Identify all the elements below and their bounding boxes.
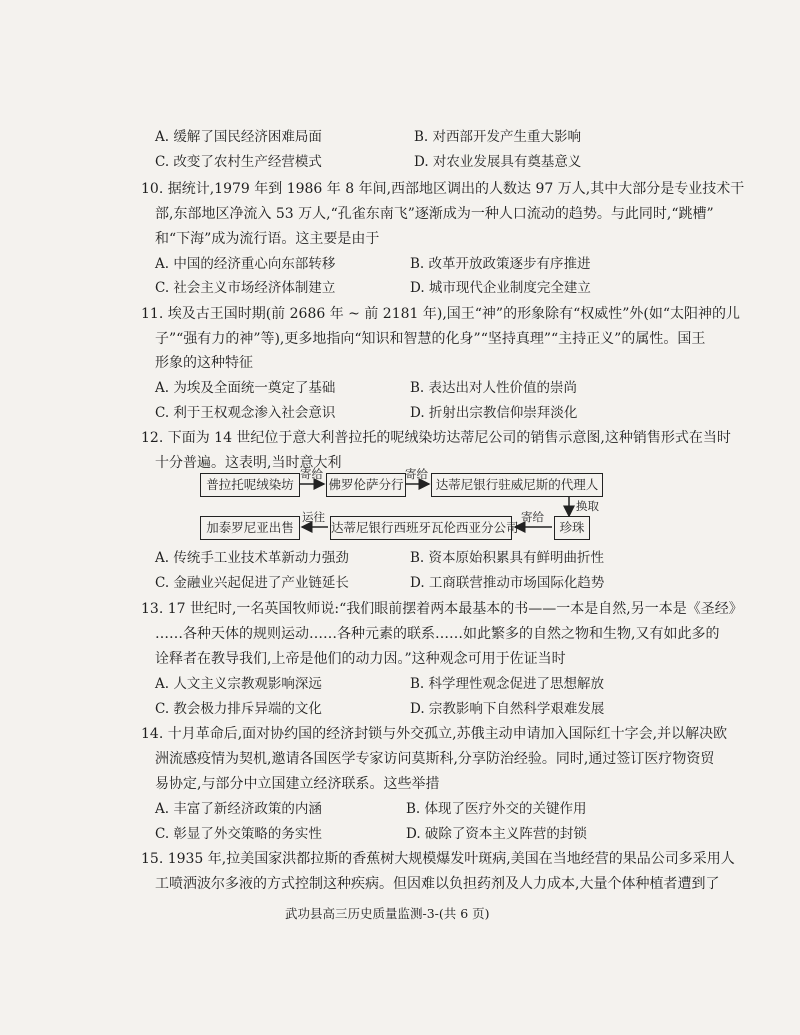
- q10-stem-line3: 和“下海”成为流行语。这主要是由于: [155, 231, 380, 247]
- q12-option-b: B. 资本原始积累具有鲜明曲折性: [410, 550, 605, 566]
- arrow-label-5: 运往: [302, 510, 325, 524]
- q9-option-a: A. 缓解了国民经济困难局面: [155, 129, 322, 145]
- q14-option-a: A. 丰富了新经济政策的内涵: [155, 801, 322, 817]
- box-valencia-branch: 达蒂尼银行西班牙瓦伦西亚分公司: [330, 516, 512, 540]
- q13-stem-line3: 诠释者在教导我们,上帝是他们的动力因。”这种观念可用于佐证当时: [155, 651, 566, 667]
- q13-option-d: D. 宗教影响下自然科学艰难发展: [410, 701, 605, 717]
- arrow-label-1: 寄给: [300, 467, 323, 481]
- box-pearls: 珍珠: [554, 516, 590, 540]
- q10-option-a: A. 中国的经济重心向东部转移: [155, 256, 336, 272]
- q11-stem-line2: 子”“强有力的神”等),更多地指向“知识和智慧的化身”“坚持真理”“主持正义”的属性。国王: [155, 331, 706, 347]
- q14-stem-line2: 洲流感疫情为契机,邀请各国医学专家访问莫斯科,分享防治经验。同时,通过签订医疗物资贸: [155, 751, 715, 767]
- q12-option-d: D. 工商联营推动市场国际化趋势: [410, 575, 605, 591]
- arrow-label-2: 寄给: [405, 467, 428, 481]
- q10-stem-line1: 10. 据统计,1979 年到 1986 年 8 年间,西部地区调出的人数达 97 万人,其中大部分是专业技术干: [141, 181, 745, 197]
- q11-stem-line3: 形象的这种特征: [155, 355, 253, 371]
- q12-stem-line2: 十分普遍。这表明,当时意大利: [155, 455, 342, 471]
- q15-stem-line2: 工喷洒波尔多液的方式控制这种疾病。但因难以负担药剂及人力成本,大量个体种植者遭到了: [155, 876, 720, 892]
- q14-option-d: D. 破除了资本主义阵营的封锁: [406, 826, 587, 842]
- box-florence-branch: 佛罗伦萨分行: [326, 473, 406, 497]
- page-footer: 武功县高三历史质量监测-3-(共 6 页): [285, 906, 490, 921]
- q9-option-c: C. 改变了农村生产经营模式: [155, 154, 322, 170]
- arrow-label-3: 换取: [576, 499, 599, 513]
- box-catalonia-sale: 加泰罗尼亚出售: [200, 516, 300, 540]
- box-venice-agent: 达蒂尼银行驻威尼斯的代理人: [431, 473, 603, 497]
- q13-option-b: B. 科学理性观念促进了思想解放: [410, 676, 605, 692]
- arrow-label-4: 寄给: [521, 510, 544, 524]
- q12-option-c: C. 金融业兴起促进了产业链延长: [155, 575, 349, 591]
- q11-option-b: B. 表达出对人性价值的崇尚: [410, 380, 578, 396]
- q14-option-b: B. 体现了医疗外交的关键作用: [406, 801, 587, 817]
- q14-stem-line3: 易协定,与部分中立国建立经济联系。这些举措: [155, 776, 440, 792]
- q13-option-c: C. 教会极力排斥异端的文化: [155, 701, 322, 717]
- q9-option-b: B. 对西部开发产生重大影响: [414, 129, 582, 145]
- q10-option-c: C. 社会主义市场经济体制建立: [155, 280, 336, 296]
- q10-option-b: B. 改革开放政策逐步有序推进: [410, 256, 591, 272]
- q12-option-a: A. 传统手工业技术革新动力强劲: [155, 550, 349, 566]
- q11-stem-line1: 11. 埃及古王国时期(前 2686 年 ~ 前 2181 年),国王“神”的形象除有“权威性”外(如“太阳神的儿: [141, 306, 741, 322]
- q15-stem-line1: 15. 1935 年,拉美国家洪都拉斯的香蕉树大规模爆发叶斑病,美国在当地经营的果品公司多采用人: [141, 851, 735, 867]
- q10-stem-line2: 部,东部地区净流入 53 万人,“孔雀东南飞”逐渐成为一种人口流动的趋势。与此同时,“跳槽”: [155, 206, 714, 222]
- q11-option-c: C. 利于王权观念渗入社会意识: [155, 405, 336, 421]
- q13-stem-line2: ……各种天体的规则运动……各种元素的联系……如此繁多的自然之物和生物,又有如此多的: [155, 626, 720, 642]
- q10-option-d: D. 城市现代企业制度完全建立: [410, 280, 591, 296]
- q13-stem-line1: 13. 17 世纪时,一名英国牧师说:“我们眼前摆着两本最基本的书——一本是自然,另一本是《圣经》: [141, 601, 743, 617]
- q11-option-a: A. 为埃及全面统一奠定了基础: [155, 380, 336, 396]
- box-prato-workshop: 普拉托呢绒染坊: [200, 473, 300, 497]
- q12-stem-line1: 12. 下面为 14 世纪位于意大利普拉托的呢绒染坊达蒂尼公司的销售示意图,这种销售形式在当时: [141, 430, 731, 446]
- q9-option-d: D. 对农业发展具有奠基意义: [414, 154, 582, 170]
- q14-option-c: C. 彰显了外交策略的务实性: [155, 826, 322, 842]
- q11-option-d: D. 折射出宗教信仰崇拜淡化: [410, 405, 578, 421]
- q13-option-a: A. 人文主义宗教观影响深远: [155, 676, 322, 692]
- q14-stem-line1: 14. 十月革命后,面对协约国的经济封锁与外交孤立,苏俄主动申请加入国际红十字会,并以解决欧: [141, 726, 728, 742]
